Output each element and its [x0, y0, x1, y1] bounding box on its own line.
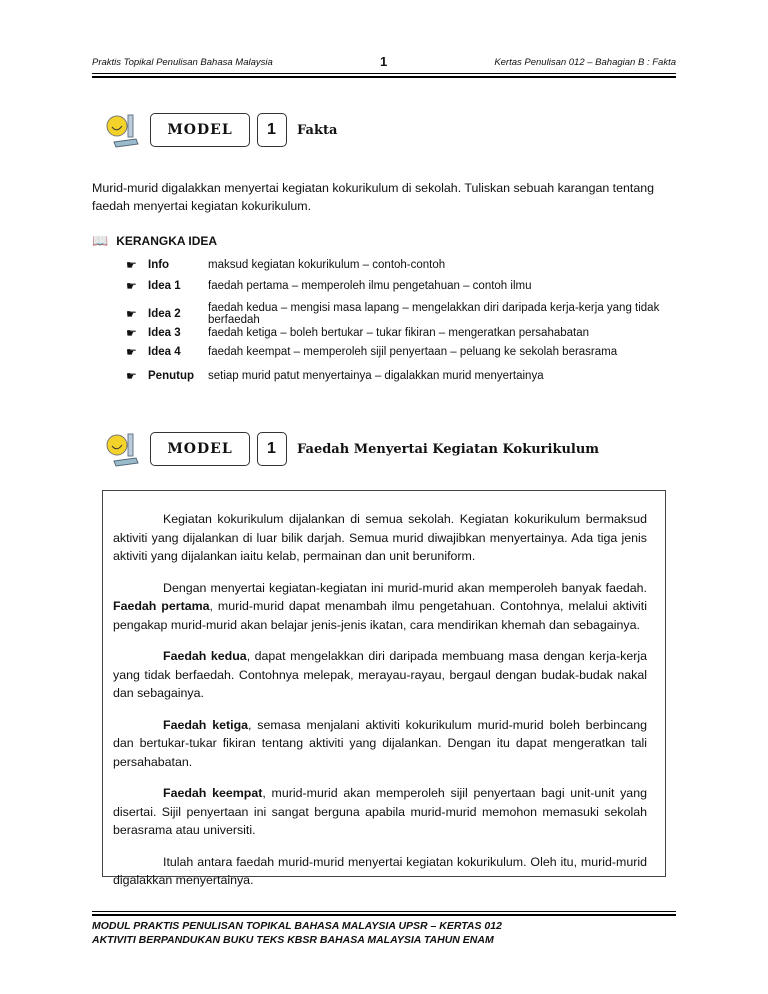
kerangka-title: KERANGKA IDEA: [116, 234, 218, 248]
pointing-hand-icon: ☛: [126, 369, 137, 383]
paragraph-bold: Faedah ketiga: [163, 717, 249, 732]
model-number: 1: [257, 113, 287, 147]
header-right: Kertas Penulisan 012 – Bahagian B : Fakta: [494, 57, 676, 68]
smiley-computer-icon: [106, 112, 140, 148]
pointing-hand-icon: ☛: [126, 326, 137, 340]
idea-label: Penutup: [148, 370, 194, 382]
model-heading-2: [106, 431, 599, 467]
idea-label: Idea 3: [148, 327, 181, 339]
paragraph-text: Dengan menyertai kegiatan-kegiatan ini murid-murid akan memperoleh banyak faedah.: [163, 580, 647, 595]
model-label: MODEL: [150, 432, 250, 466]
idea-text: faedah kedua – mengisi masa lapang – mengelakkan diri daripada kerja-kerja yang tidak berfaedah: [208, 302, 660, 326]
idea-text: faedah keempat – memperoleh sijil penyertaan – peluang ke sekolah berasrama: [208, 346, 618, 358]
idea-row: [126, 302, 676, 326]
essay-box: [102, 490, 666, 887]
idea-text: faedah pertama – memperoleh ilmu pengetahuan – contoh ilmu: [208, 280, 532, 292]
kerangka-heading: [92, 233, 217, 249]
footer-line-1: MODUL PRAKTIS PENULISAN TOPIKAL BAHASA MALAYSIA UPSR – KERTAS 012: [92, 920, 502, 932]
idea-row: [126, 280, 676, 292]
essay-paragraph: [113, 784, 647, 840]
smiley-computer-icon: [106, 431, 140, 467]
idea-label: Idea 4: [148, 346, 181, 358]
essay-paragraph: [113, 647, 647, 703]
header-rule: [92, 73, 676, 78]
essay-paragraph: [113, 510, 647, 566]
header-left: Praktis Topikal Penulisan Bahasa Malaysia: [92, 57, 273, 68]
idea-text: setiap murid patut menyertainya – digalakkan murid menyertainya: [208, 370, 544, 382]
page-number: 1: [380, 54, 388, 69]
pointing-hand-icon: ☛: [126, 279, 137, 293]
essay-paragraph: [113, 716, 647, 772]
idea-row: [126, 259, 676, 271]
paragraph-text: , murid-murid dapat menambah ilmu pengetahuan. Contohnya, melalui aktiviti pengakap murid-murid akan belajar jenis-jenis ikatan, cara mendirikan khemah dan sebagainya.: [113, 599, 648, 632]
model-title: Faedah Menyertai Kegiatan Kokurikulum: [297, 441, 600, 457]
essay-paragraph: [113, 853, 647, 890]
footer-rule: [92, 911, 676, 916]
idea-label: Idea 1: [148, 280, 181, 292]
pointing-hand-icon: ☛: [126, 258, 137, 272]
idea-row: [126, 346, 676, 358]
book-icon: 📖: [92, 233, 109, 248]
idea-row: [126, 327, 676, 339]
model-heading-1: [106, 112, 337, 148]
model-number: 1: [257, 432, 287, 466]
paragraph-text: , dapat mengelakkan diri daripada membuang masa dengan kerja-kerja yang tidak berfaedah. Contohnya melepak, merayau-rayau, bergaul dengan budak-budak nakal dan sebagainya.: [113, 649, 647, 700]
pointing-hand-icon: ☛: [126, 307, 137, 321]
paragraph-text: , murid-murid akan memperoleh sijil penyertaan bagi unit-unit yang disertai. Sijil penyertaan ini sangat berguna apabila murid-murid memohon memasuki sekolah berasrama atau universiti.: [113, 786, 647, 837]
idea-row: [126, 370, 676, 382]
paragraph-bold: Faedah keempat: [163, 786, 263, 800]
paragraph-bold: Faedah kedua: [163, 649, 247, 663]
paragraph-bold: Faedah pertama: [113, 599, 210, 613]
model-label: MODEL: [150, 113, 250, 147]
paragraph-text: , semasa menjalani aktiviti kokurikulum murid-murid boleh berbincang dan bertukar-tukar fikiran tentang aktiviti yang dijalankan. Dengan itu dapat mengeratkan tali persahabatan.: [113, 717, 647, 769]
idea-text: faedah ketiga – boleh bertukar – tukar fikiran – mengeratkan persahabatan: [208, 327, 590, 339]
pointing-hand-icon: ☛: [126, 345, 137, 359]
essay-paragraph: [113, 579, 647, 635]
paragraph-text: Kegiatan kokurikulum dijalankan di semua sekolah. Kegiatan kokurikulum bermaksud aktiviti yang dijalankan di luar bilik darjah. Semua murid diwajibkan menyertainya. Ada tiga jenis aktiviti yang dijalankan iaitu kelab, permainan dan unit beruniform.: [113, 512, 647, 563]
model-title: Fakta: [297, 122, 338, 138]
question-text: Murid-murid digalakkan menyertai kegiatan kokurikulum di sekolah. Tuliskan sebuah karangan tentang faedah menyertai kegiatan kokurikulum.: [92, 181, 655, 213]
idea-text: maksud kegiatan kokurikulum – contoh-contoh: [208, 259, 446, 271]
idea-label: Idea 2: [148, 308, 181, 320]
footer-line-2: AKTIVITI BERPANDUKAN BUKU TEKS KBSR BAHASA MALAYSIA TAHUN ENAM: [92, 934, 494, 946]
idea-label: Info: [148, 259, 170, 271]
paragraph-text: Itulah antara faedah murid-murid menyertai kegiatan kokurikulum. Oleh itu, murid-murid digalakkan menyertainya.: [113, 854, 647, 887]
